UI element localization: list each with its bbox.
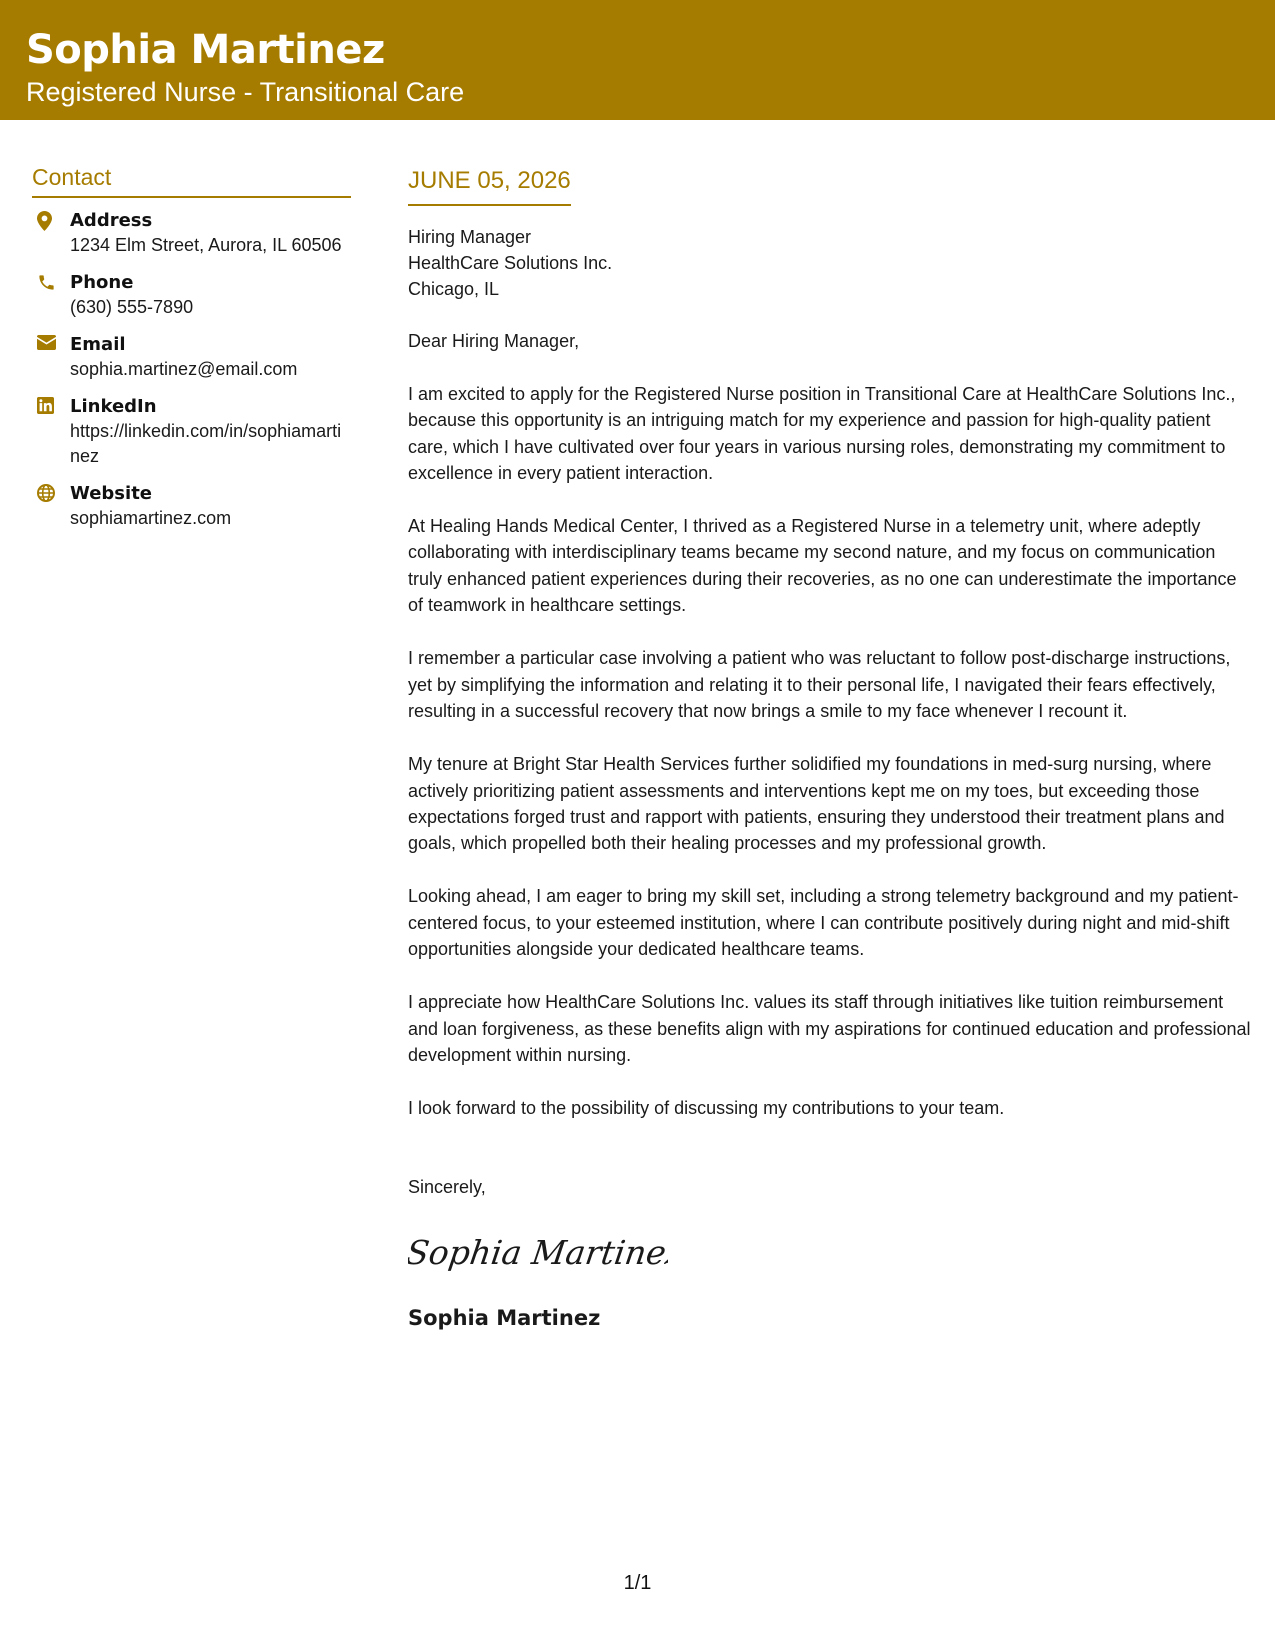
signature-script: Sophia Martinez (408, 1232, 668, 1272)
applicant-role: Registered Nurse - Transitional Care (26, 77, 465, 107)
body-paragraph: I remember a particular case involving a patient who was reluctant to follow post-discharge instructions, yet by simplifying the information and relating it to their personal life, I navigated their fears effectively, resulting in a successful recovery that now brings a smile to my face whenever I recount it. (408, 648, 1231, 721)
applicant-name: Sophia Martinez (26, 27, 385, 73)
letter-body (408, 166, 1253, 1332)
contact-label: Address (70, 210, 153, 231)
contact-item-email (32, 332, 351, 382)
handwritten-signature (408, 1228, 1253, 1278)
phone-value: (630) 555-7890 (70, 297, 194, 317)
page-number: 1/1 (623, 1572, 652, 1594)
map-pin-icon (32, 208, 70, 231)
contact-label: LinkedIn (70, 396, 157, 417)
contact-item-linkedin (32, 394, 351, 469)
linkedin-icon (32, 394, 70, 414)
contact-label: Website (70, 483, 153, 504)
salutation: Dear Hiring Manager, (408, 331, 580, 351)
email-value: sophia.martinez@email.com (70, 359, 298, 379)
contact-item-website (32, 481, 351, 531)
body-paragraph: I am excited to apply for the Registered Nurse position in Transitional Care at HealthCare Solutions Inc., because this opportunity is an intriguing match for my experience and passion for high-quality patient care, which I have cultivated over four years in various nursing roles, demonstrating my commitment to excellence in every patient interaction. (408, 384, 1236, 483)
body-paragraph: I appreciate how HealthCare Solutions Inc. values its staff through initiatives like tuition reimbursement and loan forgiveness, as these benefits align with my aspirations for continued education and professional development within nursing. (408, 992, 1251, 1065)
contact-list (32, 208, 351, 531)
recipient-location: Chicago, IL (408, 279, 500, 299)
contact-heading: Contact (32, 162, 351, 198)
body-paragraph: My tenure at Bright Star Health Services further solidified my foundations in med-surg nursing, where actively prioritizing patient assessments and interventions kept me on my toes, but exceeding those expectations forged trust and rapport with patients, ensuring they understood their treatment plans and goals, which propelled both their healing processes and my professional growth. (408, 754, 1225, 854)
signer-name: Sophia Martinez (408, 1305, 601, 1330)
phone-icon (32, 270, 70, 292)
contact-label: Phone (70, 272, 134, 293)
address-value: 1234 Elm Street, Aurora, IL 60506 (70, 235, 342, 255)
globe-icon (32, 481, 70, 502)
recipient-company: HealthCare Solutions Inc. (408, 253, 613, 273)
contact-item-phone (32, 270, 351, 320)
contact-label: Email (70, 334, 126, 355)
envelope-icon (32, 332, 70, 350)
recipient-title: Hiring Manager (408, 227, 532, 247)
linkedin-value: https://linkedin.com/in/sophiamartinez (70, 421, 342, 466)
body-paragraph: Looking ahead, I am eager to bring my skill set, including a strong telemetry background and my patient-centered focus, to your esteemed institution, where I can contribute positively during night and mid-shift opportunities alongside your dedicated healthcare teams. (408, 886, 1239, 960)
website-value: sophiamartinez.com (70, 508, 232, 528)
closing: Sincerely, (408, 1176, 486, 1197)
contact-sidebar (32, 162, 351, 543)
signature-image (408, 1228, 668, 1278)
body-paragraph: I look forward to the possibility of discussing my contributions to your team. (408, 1098, 1005, 1119)
body-paragraph: At Healing Hands Medical Center, I thrived as a Registered Nurse in a telemetry unit, where adeptly collaborating with interdisciplinary teams became my second nature, and my focus on communication truly enhanced patient experiences during their recoveries, as no one can underestimate the importance of teamwork in healthcare settings. (408, 516, 1237, 616)
contact-item-address (32, 208, 351, 258)
recipient-block (408, 224, 1253, 302)
letter-date: JUNE 05, 2026 (408, 166, 571, 206)
page-header (0, 0, 1275, 120)
